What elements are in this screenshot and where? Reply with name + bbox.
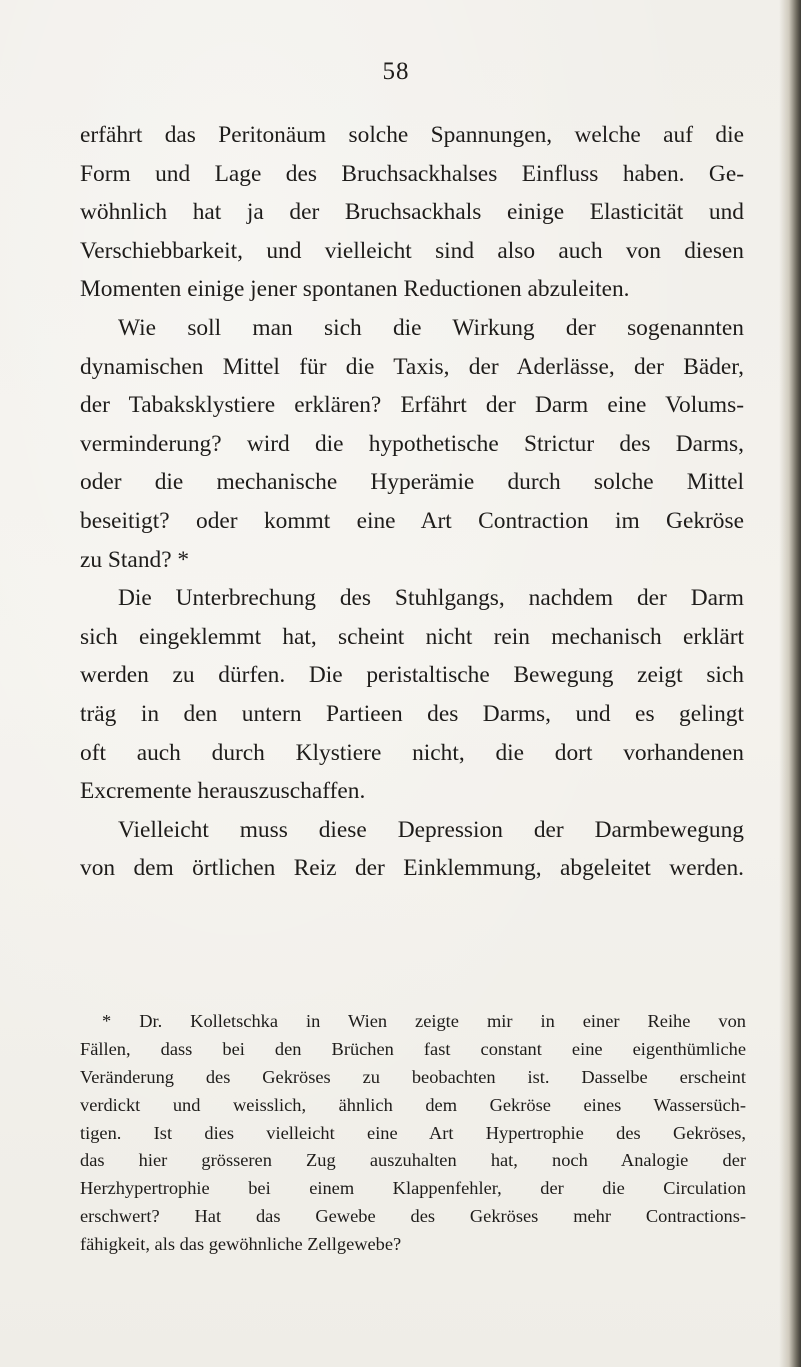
footnote-line: tigen. Ist dies vielleicht eine Art Hypertrophie des Gekröses, xyxy=(80,1122,746,1143)
paragraph-start-line: Die Unterbrechung des Stuhlgangs, nachdem der Darm xyxy=(118,585,744,612)
text-line: oder die mechanische Hyperämie durch solche Mittel xyxy=(80,469,744,496)
footnote-line: Veränderung des Gekröses zu beobachten ist. Dasselbe erscheint xyxy=(80,1066,746,1087)
paragraph-start-line: Wie soll man sich die Wirkung der sogenannten xyxy=(118,314,744,341)
footnote-line: Herzhypertrophie bei einem Klappenfehler, der die Circulation xyxy=(80,1178,746,1199)
footnote-line: erschwert? Hat das Gewebe des Gekröses mehr Contractions- xyxy=(80,1206,746,1227)
footnote xyxy=(80,1008,746,1259)
text-line: wöhnlich hat ja der Bruchsackhals einige Elasticität und xyxy=(80,199,744,226)
footnote-line: fähigkeit, als das gewöhnliche Zellgewebe? xyxy=(80,1234,402,1255)
text-line: sich eingeklemmt hat, scheint nicht rein mechanisch erklärt xyxy=(80,623,744,650)
page-edge-shadow xyxy=(779,0,801,1367)
footnote-line: verdickt und weisslich, ähnlich dem Gekröse eines Wassersüch- xyxy=(80,1094,746,1115)
text-line: Verschiebbarkeit, und vielleicht sind also auch von diesen xyxy=(80,237,744,264)
text-line: beseitigt? oder kommt eine Art Contraction im Gekröse xyxy=(80,507,744,534)
text-line: dynamischen Mittel für die Taxis, der Aderlässe, der Bäder, xyxy=(80,353,744,380)
footnote-line: das hier grösseren Zug auszuhalten hat, noch Analogie der xyxy=(80,1150,746,1171)
paragraph-start-line: Vielleicht muss diese Depression der Darmbewegung xyxy=(118,816,744,843)
page-number: 58 xyxy=(382,58,410,85)
text-line: Excremente herauszuschaffen. xyxy=(80,778,366,805)
main-text xyxy=(80,116,744,888)
text-line: oft auch durch Klystiere nicht, die dort vorhandenen xyxy=(80,739,744,766)
text-line: der Tabaksklystiere erklären? Erfährt der Darm eine Volums- xyxy=(80,392,744,419)
text-line: verminderung? wird die hypothetische Strictur des Darms, xyxy=(80,430,744,457)
text-line: von dem örtlichen Reiz der Einklemmung, abgeleitet werden. xyxy=(80,855,744,882)
footnote-line: * Dr. Kolletschka in Wien zeigte mir in einer Reihe von xyxy=(102,1011,746,1031)
text-line: Momenten einige jener spontanen Reductionen abzuleiten. xyxy=(80,276,630,303)
text-line: Form und Lage des Bruchsackhalses Einfluss haben. Ge- xyxy=(80,160,744,187)
text-line: erfährt das Peritonäum solche Spannungen, welche auf die xyxy=(80,122,744,148)
footnote-line: Fällen, dass bei den Brüchen fast constant eine eigenthümliche xyxy=(80,1038,746,1059)
text-line: träg in den untern Partieen des Darms, und es gelingt xyxy=(80,700,744,727)
text-line: werden zu dürfen. Die peristaltische Bewegung zeigt sich xyxy=(80,662,744,689)
text-line: zu Stand? * xyxy=(80,546,190,573)
